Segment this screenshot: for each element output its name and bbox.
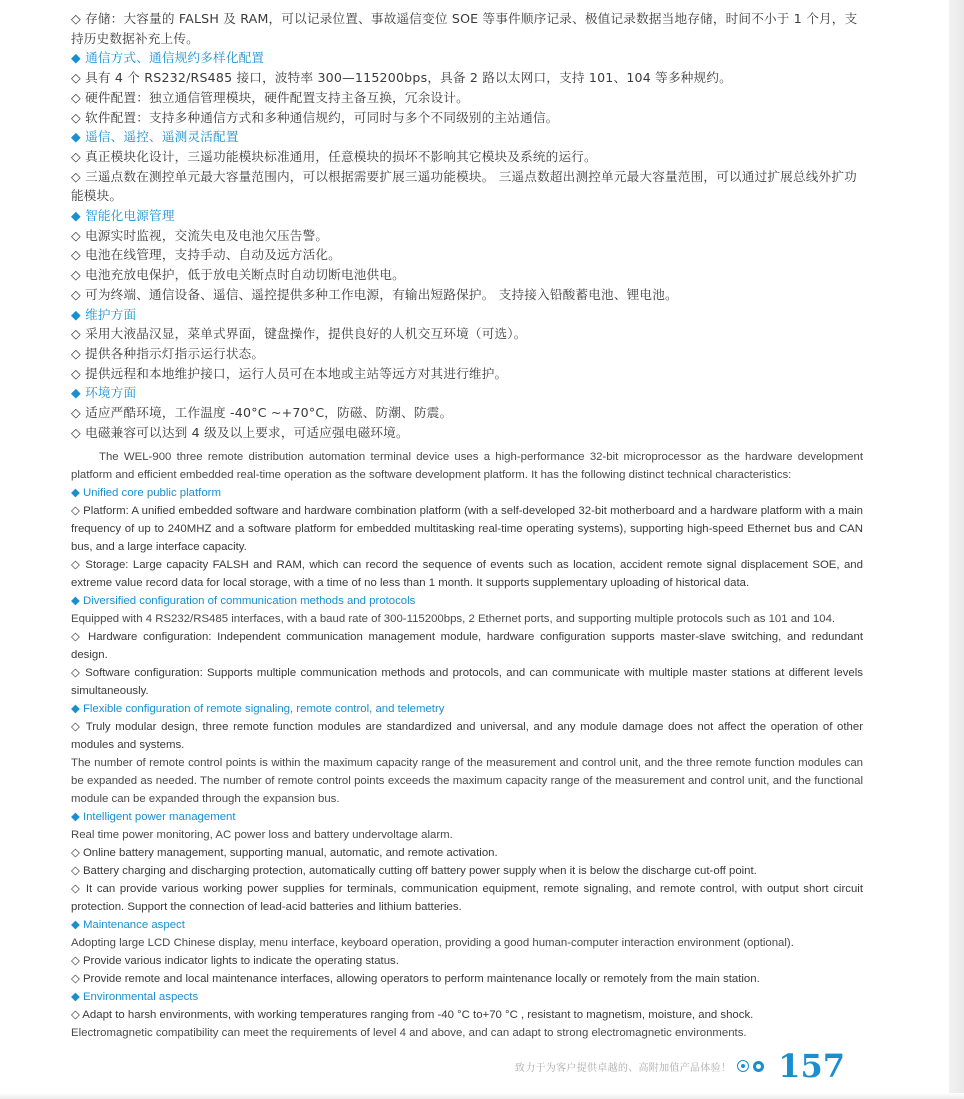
- zh-maint-heading: ◆ 维护方面: [71, 305, 866, 325]
- en-power-text: Real time power monitoring, AC power loss and battery undervoltage alarm.: [71, 829, 453, 841]
- zh-env-item: ◇ 电磁兼容可以达到 4 级及以上要求，可适应强电磁环境。: [71, 423, 866, 443]
- en-core-heading: ◆ Unified core public platform: [71, 484, 863, 502]
- en-comm-text: Equipped with 4 RS232/RS485 interfaces, with a baud rate of 300-115200bps, 2 Ethernet ports, and supporting multiple protocols such as 101 and 104.: [71, 613, 836, 625]
- en-maint-heading: ◆ Maintenance aspect: [71, 916, 863, 934]
- zh-env-item: ◇ 适应严酷环境，工作温度 -40°C ~+70°C，防磁、防潮、防震。: [71, 403, 866, 423]
- en-power-item: ◇ Online battery management, supporting manual, automatic, and remote activation.: [71, 844, 863, 862]
- en-maint-item: ◇ Provide remote and local maintenance interfaces, allowing operators to perform maintenance locally or remotely from the main station.: [71, 970, 863, 988]
- en-comm-item: ◇ Hardware configuration: Independent communication management module, hardware configuration supports master-slave switching, and redundant design.: [71, 628, 863, 664]
- en-comm-item: ◇ Software configuration: Supports multiple communication methods and protocols, and can communicate with multiple master stations at different levels simultaneously.: [71, 664, 863, 700]
- en-remote-text: The number of remote control points is within the maximum capacity range of the measurement and control unit, and the three remote function modules can be expanded as needed. The number of remote control points exceeds the maximum capacity range of the measurement and control unit, and the functional module can be expanded through the expansion bus.: [71, 757, 863, 805]
- zh-comm-item: ◇ 硬件配置：独立通信管理模块，硬件配置支持主备互换，冗余设计。: [71, 88, 866, 108]
- zh-power-item: ◇ 电源实时监视，交流失电及电池欠压告警。: [71, 226, 866, 246]
- en-core-item: ◇ Platform: A unified embedded software and hardware combination platform (with a self-developed 32-bit motherboard and a hardware platform with a main frequency of up to 240MHZ and a software platform for embedded multitasking real-time operating systems), supporting high-speed Ethernet bus and CAN bus, and a large interface capacity.: [71, 502, 863, 556]
- en-env-heading: ◆ Environmental aspects: [71, 988, 863, 1006]
- zh-maint-item: ◇ 提供各种指示灯指示运行状态。: [71, 344, 866, 364]
- zh-maint-item: ◇ 采用大液晶汉显，菜单式界面，键盘操作，提供良好的人机交互环境（可选）。: [71, 324, 866, 344]
- zh-power-item: ◇ 电池在线管理，支持手动、自动及远方活化。: [71, 245, 866, 265]
- zh-remote-item: ◇ 真正模块化设计，三遥功能模块标准通用，任意模块的损坏不影响其它模块及系统的运行。: [71, 147, 866, 167]
- english-section: [71, 448, 863, 1042]
- en-remote-item: ◇ Truly modular design, three remote function modules are standardized and universal, and any module damage does not affect the operation of other modules and systems.: [71, 718, 863, 754]
- zh-power-item: ◇ 可为终端、通信设备、遥信、遥控提供多种工作电源，有输出短路保护。 支持接入铅酸蓄电池、锂电池。: [71, 285, 866, 305]
- en-comm-heading: ◆ Diversified configuration of communication methods and protocols: [71, 592, 863, 610]
- page-number: 157: [778, 1047, 845, 1085]
- en-maint-text: Adopting large LCD Chinese display, menu interface, keyboard operation, providing a good human-computer interaction environment (optional).: [71, 937, 794, 949]
- page-footer: [515, 1048, 845, 1084]
- zh-power-heading: ◆ 智能化电源管理: [71, 206, 866, 226]
- zh-env-heading: ◆ 环境方面: [71, 383, 866, 403]
- zh-comm-item: ◇ 软件配置：支持多种通信方式和多种通信规约，可同时与多个不同级别的主站通信。: [71, 108, 866, 128]
- zh-comm-item: ◇ 具有 4 个 RS232/RS485 接口，波特率 300—115200bps，具备 2 路以太网口，支持 101、104 等多种规约。: [71, 68, 866, 88]
- zh-storage-item: ◇ 存储：大容量的 FALSH 及 RAM，可以记录位置、事故遥信变位 SOE 等事件顺序记录、极值记录数据当地存储，时间不小于 1 个月，支持历史数据补充上传。: [71, 9, 866, 48]
- en-power-item: ◇ It can provide various working power supplies for terminals, communication equipment, remote signaling, and remote control, with output short circuit protection. Support the connection of lead-acid batteries and lithium batteries.: [71, 880, 863, 916]
- zh-remote-item: ◇ 三遥点数在测控单元最大容量范围内，可以根据需要扩展三遥功能模块。 三遥点数超出测控单元最大容量范围，可以通过扩展总线外扩功能模块。: [71, 167, 866, 206]
- page-bottom-shadow: [0, 1093, 964, 1099]
- en-env-text: Electromagnetic compatibility can meet the requirements of level 4 and above, and can adapt to strong electromagnetic environments.: [71, 1027, 747, 1039]
- filled-circle-icon: [753, 1061, 764, 1072]
- target-circle-icon: [737, 1060, 749, 1072]
- en-core-item: ◇ Storage: Large capacity FALSH and RAM, which can record the sequence of events such as location, accident remote signal displacement SOE, and extreme value record data for local storage, with a time of no less than 1 month. It supports supplementary uploading of historical data.: [71, 556, 863, 592]
- en-power-item: ◇ Battery charging and discharging protection, automatically cutting off battery power supply when it is below the discharge cut-off point.: [71, 862, 863, 880]
- zh-maint-item: ◇ 提供远程和本地维护接口，运行人员可在本地或主站等远方对其进行维护。: [71, 364, 866, 384]
- zh-comm-heading: ◆ 通信方式、通信规约多样化配置: [71, 48, 866, 68]
- zh-remote-heading: ◆ 遥信、遥控、遥测灵活配置: [71, 127, 866, 147]
- en-env-item: ◇ Adapt to harsh environments, with working temperatures ranging from -40 °C to+70 °C , resistant to magnetism, moisture, and shock.: [71, 1006, 863, 1024]
- zh-power-item: ◇ 电池充放电保护，低于放电关断点时自动切断电池供电。: [71, 265, 866, 285]
- en-maint-item: ◇ Provide various indicator lights to indicate the operating status.: [71, 952, 863, 970]
- en-power-heading: ◆ Intelligent power management: [71, 808, 863, 826]
- en-remote-heading: ◆ Flexible configuration of remote signaling, remote control, and telemetry: [71, 700, 863, 718]
- page-edge-shadow: [949, 0, 964, 1099]
- footer-slogan: 致力于为客户提供卓越的、高附加值产品体验！: [514, 1062, 732, 1074]
- en-intro-paragraph: The WEL-900 three remote distribution automation terminal device uses a high-performance 32-bit microprocessor as the hardware development platform and efficient embedded real-time operation as the software development platform. It has the following distinct technical characteristics:: [71, 451, 863, 481]
- chinese-section: [71, 9, 866, 442]
